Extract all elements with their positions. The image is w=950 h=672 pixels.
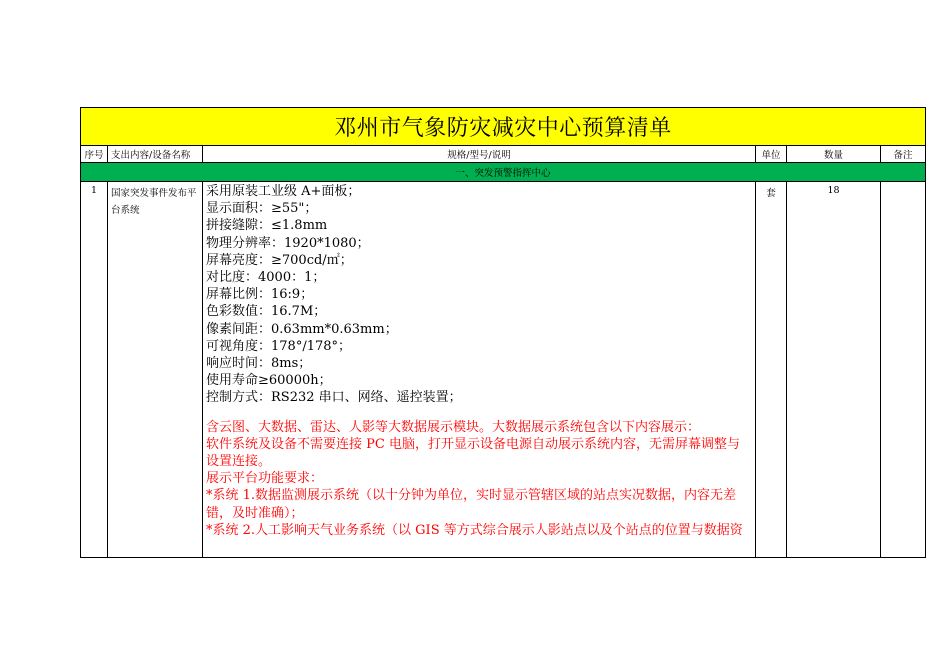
spec-line: 像素间距：0.63mm*0.63mm； xyxy=(206,321,398,337)
spec-line: 可视角度：178°/178°； xyxy=(206,338,352,354)
spec-line: 物理分辨率：1920*1080； xyxy=(206,235,370,251)
spec-line: 使用寿命≥60000h； xyxy=(206,373,332,389)
table-row xyxy=(81,182,926,558)
spec-requirements xyxy=(206,419,752,539)
spec-line: 屏幕比例：16:9； xyxy=(206,287,314,303)
header-unit: 单位 xyxy=(756,146,787,163)
budget-sheet xyxy=(80,107,925,558)
header-note: 备注 xyxy=(881,146,926,163)
title-row xyxy=(81,108,926,146)
row-item-name: 国家突发事件发布平台系统 xyxy=(108,182,203,558)
spec-spacer xyxy=(206,407,752,419)
requirement-line: *系统 1.数据监测展示系统（以十分钟为单位，实时显示管辖区域的站点实况数据，内容无差错，及时准确）； xyxy=(206,488,737,521)
row-unit: 套 xyxy=(756,182,787,558)
budget-table xyxy=(80,107,926,558)
spec-line: 显示面积：≥55"； xyxy=(206,201,318,217)
requirement-line: 软件系统及设备不需要连接 PC 电脑，打开显示设备电源自动展示系统内容，无需屏幕调整与设置连接。 xyxy=(206,436,740,470)
header-row xyxy=(81,146,926,163)
sheet-title: 邓州市气象防灾减灾中心预算清单 xyxy=(81,108,926,146)
row-qty: 18 xyxy=(787,182,881,558)
header-spec: 规格/型号/说明 xyxy=(203,146,756,163)
spec-line: 色彩数值：16.7M； xyxy=(206,304,327,320)
spec-line: 拼接缝隙：≤1.8mm xyxy=(206,218,328,234)
spec-line: 响应时间：8ms； xyxy=(206,356,312,372)
requirement-line: 含云图、大数据、雷达、人影等大数据展示模块。大数据展示系统包含以下内容展示： xyxy=(206,419,701,435)
section-title: 一、突发预警指挥中心 xyxy=(81,163,926,182)
spec-line: 采用原装工业级 A+面板； xyxy=(206,184,361,199)
spec-line: 屏幕亮度：≥700cd/㎡； xyxy=(206,252,353,268)
spec-line: 控制方式：RS232 串口、网络、遥控装置； xyxy=(206,390,462,406)
header-item: 支出内容/设备名称 xyxy=(108,146,203,163)
row-spec xyxy=(203,182,756,558)
row-seq: 1 xyxy=(81,182,108,558)
requirement-line: 展示平台功能要求： xyxy=(206,471,324,487)
section-row xyxy=(81,163,926,182)
spec-list xyxy=(206,183,752,407)
header-seq: 序号 xyxy=(81,146,108,163)
requirement-line: *系统 2.人工影响天气业务系统（以 GIS 等方式综合展示人影站点以及个站点的位置与数据资 xyxy=(206,522,743,538)
row-note xyxy=(881,182,926,558)
header-qty: 数量 xyxy=(787,146,881,163)
spec-line: 对比度：4000：1； xyxy=(206,270,326,286)
